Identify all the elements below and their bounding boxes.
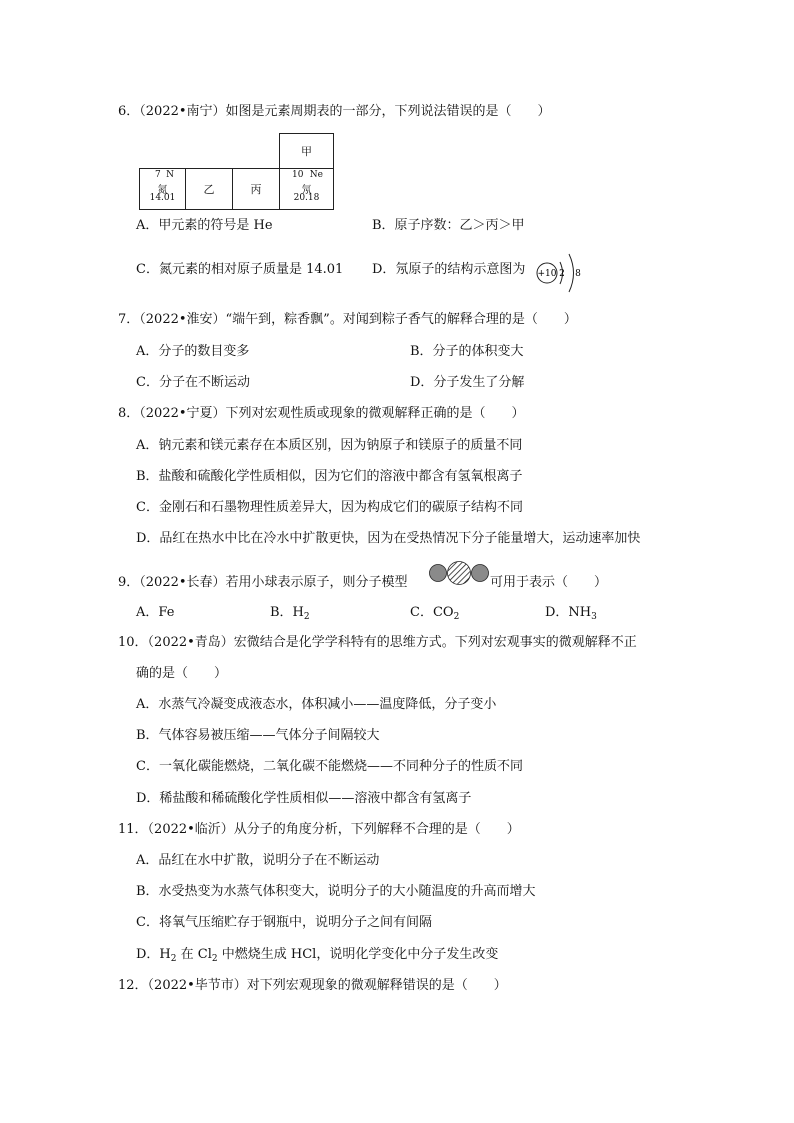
question-9-stem-post: 可用于表示（ ）	[490, 575, 608, 590]
molecule-model-diagram	[429, 561, 489, 585]
q10-option-b: B．气体容易被压缩——气体分子间隔较大	[136, 728, 380, 743]
neon-atom-structure-diagram	[536, 244, 586, 304]
q10-option-d: D．稀盐酸和稀硫酸化学性质相似——溶液中都含有氢离子	[136, 791, 472, 806]
question-12-stem: 12．（2022•毕节市）对下列宏观现象的微观解释错误的是（ ）	[118, 978, 507, 993]
oxygen-atom-right	[472, 565, 489, 582]
q8-option-d: D．品红在热水中比在冷水中扩散更快，因为在受热情况下分子能量增大，运动速率加快	[136, 531, 641, 546]
q8-option-b: B．盐酸和硫酸化学性质相似，因为它们的溶液中都含有氢氧根离子	[136, 469, 523, 484]
cell-jia	[279, 133, 334, 169]
q6-option-c: C．氮元素的相对原子质量是 14.01	[136, 262, 344, 277]
q11-option-d-part1: D．H	[136, 947, 171, 962]
q11-option-c: C．将氧气压缩贮存于钢瓶中，说明分子之间有间隔	[136, 915, 432, 930]
q6-option-d: D．氖原子的结构示意图为	[372, 262, 526, 277]
question-8-stem: 8．（2022•宁夏）下列对宏观性质或现象的微观解释正确的是（ ）	[118, 406, 525, 421]
cell-nitrogen	[139, 168, 186, 210]
q7-option-b: B．分子的体积变大	[410, 344, 524, 359]
q8-option-c: C．金刚石和石墨物理性质差异大，因为构成它们的碳原子结构不同	[136, 500, 523, 515]
cell-bing	[232, 168, 280, 210]
q9-option-b	[270, 604, 310, 622]
q11-option-a: A．品红在水中扩散，说明分子在不断运动	[136, 853, 380, 868]
q9-option-c-text: C．CO	[410, 605, 454, 620]
shell-arc-2	[569, 254, 574, 292]
q11-option-d-part3: 中燃烧生成 HCl，说明化学变化中分子发生改变	[217, 947, 499, 962]
cell-neon	[279, 168, 334, 210]
q11-option-d	[136, 946, 498, 964]
q7-option-a: A．分子的数目变多	[136, 344, 250, 359]
neon-symbol: Ne	[309, 170, 323, 180]
cell-bing-label: 丙	[250, 183, 262, 196]
cell-jia-label: 甲	[301, 145, 312, 158]
q9-option-b-text: B．H	[270, 605, 304, 620]
periodic-table-fragment	[139, 133, 334, 210]
question-6-stem: 6．（2022•南宁）如图是元素周期表的一部分，下列说法错误的是（ ）	[118, 104, 551, 119]
q8-option-a: A．钠元素和镁元素存在本质区别，因为钠原子和镁原子的质量不同	[136, 438, 523, 453]
nucleus-charge: +10	[537, 269, 557, 279]
carbon-atom-center	[448, 562, 471, 585]
shell-1-electrons: 2	[559, 269, 565, 279]
question-10-stem-line1: 10．（2022•青岛）宏微结合是化学学科特有的思维方式。下列对宏观事实的微观解释不正	[118, 635, 637, 650]
question-9-stem-pre: 9．（2022•长春）若用小球表示原子，则分子模型	[118, 575, 408, 590]
q9-option-d	[545, 604, 597, 622]
cell-yi	[185, 168, 233, 210]
nitrogen-symbol: N	[166, 170, 174, 180]
q11-option-d-sub2: 2	[211, 954, 218, 964]
q11-option-d-sub1: 2	[170, 954, 177, 964]
q11-option-d-part2: 在 Cl	[176, 947, 212, 962]
neon-name: 氖	[301, 185, 312, 196]
q9-option-d-sub: 3	[591, 612, 597, 622]
q10-option-c: C．一氧化碳能燃烧，二氧化碳不能燃烧——不同种分子的性质不同	[136, 759, 523, 774]
question-10-stem-line2: 确的是（ ）	[136, 666, 228, 681]
cell-yi-label: 乙	[203, 183, 215, 196]
q9-option-b-sub: 2	[303, 612, 310, 622]
question-7-stem: 7．（2022•淮安）“端午到，粽香飘”。对闻到粽子香气的解释合理的是（ ）	[118, 312, 577, 327]
q10-option-a: A．水蒸气冷凝变成液态水，体积减小——温度降低，分子变小	[136, 697, 497, 712]
neon-number: 10	[292, 170, 304, 180]
nitrogen-mass: 14.01	[149, 193, 176, 203]
nitrogen-number: 7	[155, 170, 161, 180]
q9-option-c	[410, 604, 459, 622]
oxygen-atom-left	[430, 565, 447, 582]
q6-option-a: A．甲元素的符号是 He	[136, 218, 273, 233]
question-11-stem: 11．（2022•临沂）从分子的角度分析，下列解释不合理的是（ ）	[118, 822, 520, 837]
shell-2-electrons: 8	[575, 269, 581, 279]
q7-option-d: D．分子发生了分解	[410, 375, 525, 390]
q6-option-b: B．原子序数：乙＞丙＞甲	[372, 218, 525, 233]
q9-option-a: A．Fe	[136, 605, 175, 620]
neon-mass: 20.18	[293, 193, 320, 203]
q9-option-d-text: D．NH	[545, 605, 592, 620]
nitrogen-name: 氮	[157, 185, 168, 196]
q9-option-c-sub: 2	[453, 612, 460, 622]
q7-option-c: C．分子在不断运动	[136, 375, 250, 390]
q11-option-b: B．水受热变为水蒸气体积变大，说明分子的大小随温度的升高而增大	[136, 884, 536, 899]
